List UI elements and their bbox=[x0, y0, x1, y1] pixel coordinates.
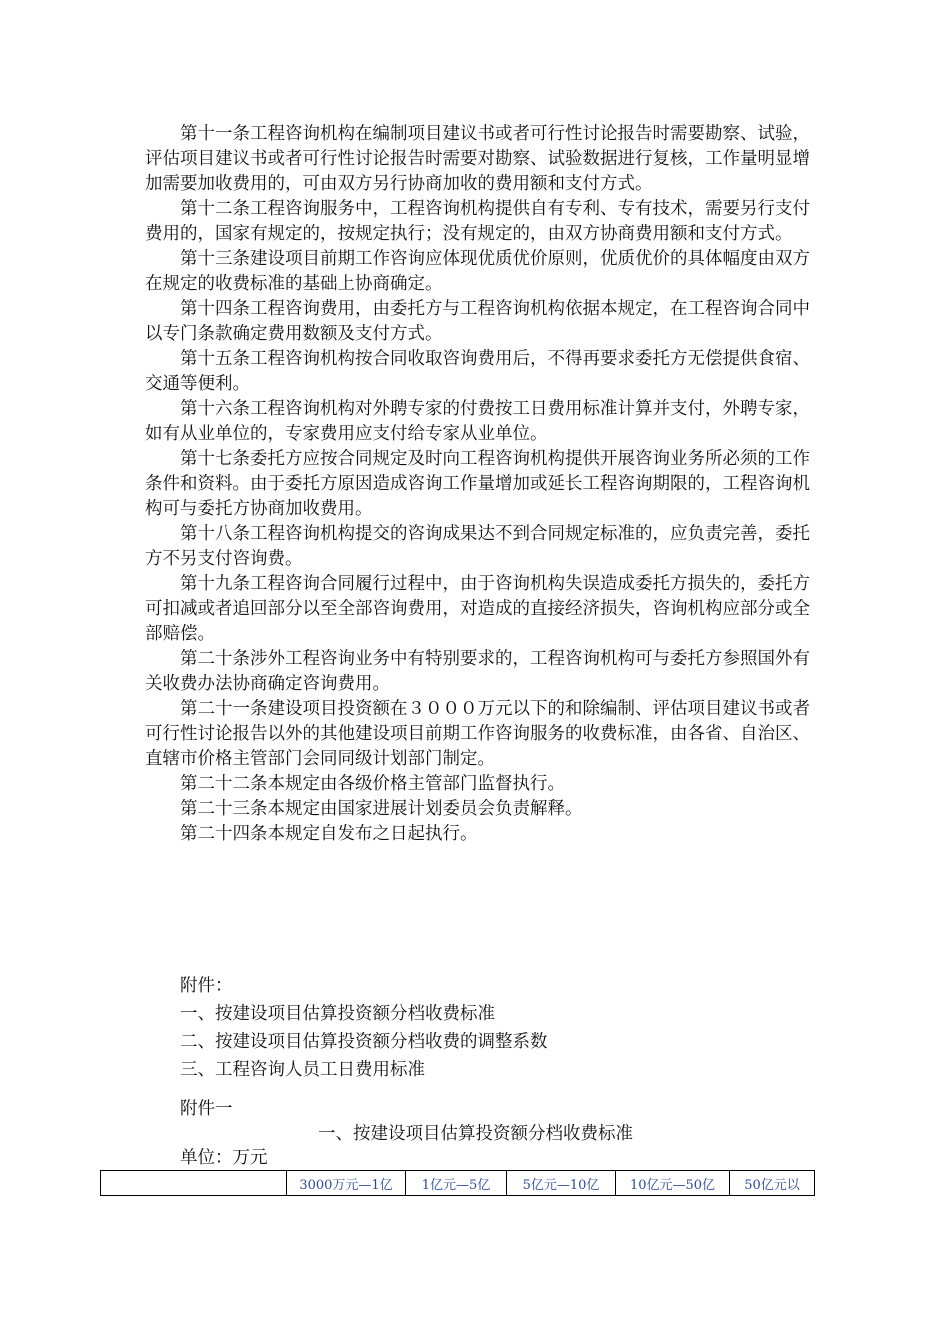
article-18: 第十八条工程咨询机构提交的咨询成果达不到合同规定标准的，应负责完善，委托方不另支付咨询费。 bbox=[145, 524, 810, 569]
article-19: 第十九条工程咨询合同履行过程中，由于咨询机构失误造成委托方损失的，委托方可扣减或者追回部分以至全部咨询费用，对造成的直接经济损失，咨询机构应部分或全部赔偿。 bbox=[145, 574, 810, 644]
attachment-one-label: 附件一 bbox=[180, 1099, 233, 1119]
article-13: 第十三条建设项目前期工作咨询应体现优质优价原则，优质优价的具体幅度由双方在规定的收费标准的基础上协商确定。 bbox=[145, 249, 810, 294]
article-12: 第十二条工程咨询服务中，工程咨询机构提供自有专利、专有技术，需要另行支付费用的，国家有规定的，按规定执行；没有规定的，由双方协商费用额和支付方式。 bbox=[145, 199, 810, 244]
article-20: 第二十条涉外工程咨询业务中有特别要求的，工程咨询机构可与委托方参照国外有关收费办法协商确定咨询费用。 bbox=[145, 649, 810, 694]
table-header-cell: 10亿元—50亿 bbox=[616, 1171, 730, 1196]
fee-table bbox=[100, 1170, 815, 1196]
attachment-item-3: 三、工程咨询人员工日费用标准 bbox=[180, 1060, 425, 1080]
table-unit: 单位：万元 bbox=[180, 1148, 268, 1168]
table-header-cell: 5亿元—10亿 bbox=[507, 1171, 616, 1196]
regulation-articles bbox=[145, 122, 810, 847]
attachment-item-1: 一、按建设项目估算投资额分档收费标准 bbox=[180, 1004, 495, 1024]
article-16: 第十六条工程咨询机构对外聘专家的付费按工日费用标准计算并支付，外聘专家，如有从业单位的，专家费用应支付给专家从业单位。 bbox=[145, 399, 810, 444]
table-header-cell: 50亿元以 bbox=[730, 1171, 815, 1196]
table-header-cell bbox=[101, 1171, 287, 1196]
attachment-list bbox=[180, 972, 548, 1084]
article-23: 第二十三条本规定由国家进展计划委员会负责解释。 bbox=[180, 799, 583, 819]
article-24: 第二十四条本规定自发布之日起执行。 bbox=[180, 824, 478, 844]
article-14: 第十四条工程咨询费用，由委托方与工程咨询机构依据本规定，在工程咨询合同中以专门条款确定费用数额及支付方式。 bbox=[145, 299, 810, 344]
table-header-cell: 1亿元—5亿 bbox=[406, 1171, 507, 1196]
article-17: 第十七条委托方应按合同规定及时向工程咨询机构提供开展咨询业务所必须的工作条件和资料。由于委托方原因造成咨询工作量增加或延长工程咨询期限的，工程咨询机构可与委托方协商加收费用。 bbox=[145, 449, 810, 519]
article-15: 第十五条工程咨询机构按合同收取咨询费用后，不得再要求委托方无偿提供食宿、交通等便利。 bbox=[145, 349, 810, 394]
article-22: 第二十二条本规定由各级价格主管部门监督执行。 bbox=[180, 774, 565, 794]
article-21: 第二十一条建设项目投资额在３０００万元以下的和除编制、评估项目建议书或者可行性讨论报告以外的其他建设项目前期工作咨询服务的收费标准，由各省、自治区、直辖市价格主管部门会同同级计划部门制定。 bbox=[145, 699, 810, 769]
table-header-cell: 3000万元—1亿 bbox=[287, 1171, 406, 1196]
article-11: 第十一条工程咨询机构在编制项目建议书或者可行性讨论报告时需要勘察、试验，评估项目建议书或者可行性讨论报告时需要对勘察、试验数据进行复核，工作量明显增加需要加收费用的，可由双方另行协商加收的费用额和支付方式。 bbox=[145, 124, 810, 194]
attachment-item-2: 二、按建设项目估算投资额分档收费的调整系数 bbox=[180, 1032, 548, 1052]
table-header-row bbox=[101, 1171, 815, 1196]
attachment-heading: 附件： bbox=[180, 976, 233, 996]
table-title: 一、按建设项目估算投资额分档收费标准 bbox=[318, 1124, 633, 1144]
